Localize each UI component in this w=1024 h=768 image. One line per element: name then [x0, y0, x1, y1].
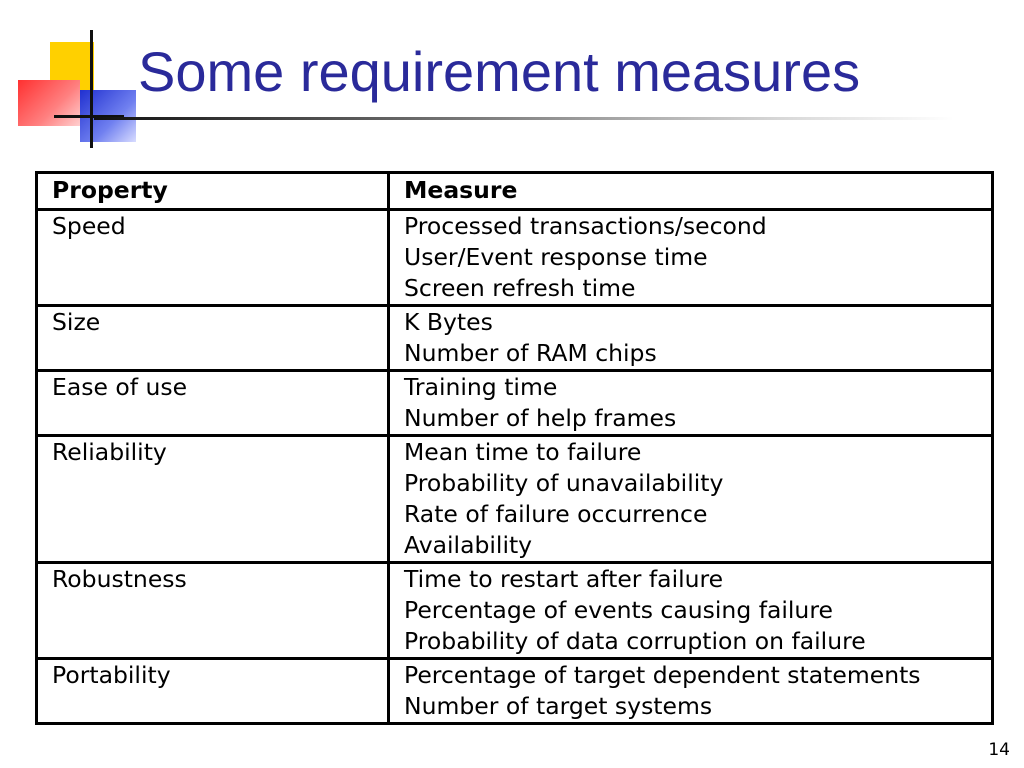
- measure-item: Screen refresh time: [404, 274, 636, 302]
- table-row: [37, 563, 993, 659]
- measure-item: Percentage of events causing failure: [404, 596, 833, 624]
- measure-cell: [389, 371, 993, 436]
- measure-item: Percentage of target dependent statements: [404, 661, 921, 689]
- slide-logo: [0, 0, 140, 150]
- measure-item: Mean time to failure: [404, 438, 642, 466]
- measure-item: Rate of failure occurrence: [404, 500, 708, 528]
- measure-item: Number of RAM chips: [404, 339, 657, 367]
- table-header-row: [37, 173, 993, 210]
- table-row: [37, 210, 993, 306]
- property-cell: Robustness: [37, 563, 389, 659]
- measure-cell: [389, 306, 993, 371]
- measure-cell: [389, 563, 993, 659]
- table-row: [37, 371, 993, 436]
- table-row: [37, 306, 993, 371]
- property-cell: Reliability: [37, 436, 389, 563]
- measure-item: Probability of unavailability: [404, 469, 724, 497]
- measure-item: Training time: [404, 373, 558, 401]
- logo-vertical-line: [90, 30, 93, 148]
- property-cell: Speed: [37, 210, 389, 306]
- property-cell: Size: [37, 306, 389, 371]
- measure-item: Number of help frames: [404, 404, 677, 432]
- header-measure: Measure: [389, 173, 993, 210]
- measure-item: K Bytes: [404, 308, 493, 336]
- measure-item: Availability: [404, 531, 533, 559]
- measure-item: Probability of data corruption on failure: [404, 627, 866, 655]
- measure-item: Processed transactions/second: [404, 212, 767, 240]
- property-cell: Ease of use: [37, 371, 389, 436]
- measure-item: Number of target systems: [404, 692, 713, 720]
- header-property: Property: [37, 173, 389, 210]
- page-number: 14: [988, 740, 1010, 760]
- measures-table: [35, 171, 994, 725]
- measure-cell: [389, 210, 993, 306]
- slide-title: Some requirement measures: [138, 40, 861, 103]
- logo-red-square: [18, 80, 80, 126]
- measure-item: Time to restart after failure: [404, 565, 724, 593]
- table-row: [37, 436, 993, 563]
- property-cell: Portability: [37, 659, 389, 724]
- title-underline: [94, 117, 954, 120]
- measure-cell: [389, 659, 993, 724]
- measure-cell: [389, 436, 993, 563]
- measure-item: User/Event response time: [404, 243, 708, 271]
- table-row: [37, 659, 993, 724]
- table-body: [37, 210, 993, 724]
